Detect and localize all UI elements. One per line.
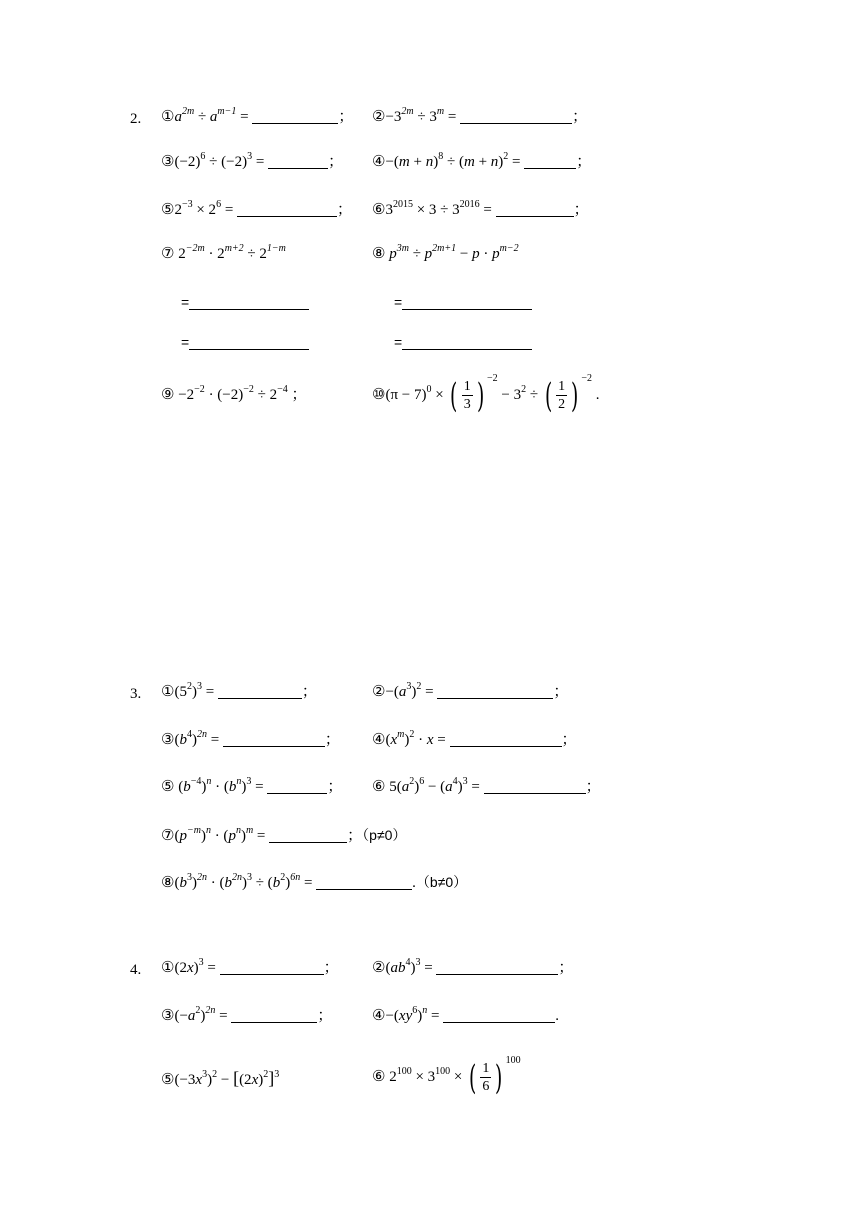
q3-item-7-condition: （p≠0） bbox=[362, 827, 407, 843]
q2-item-1: $①a^{2m} \div a^{m-1}$ = ； bbox=[161, 106, 354, 125]
q2-item-8-step-1: = bbox=[394, 292, 532, 312]
q3-number: 3. bbox=[130, 686, 142, 702]
q4-item-6: ⑥ $2^{100} \times 3^{100}$ × ( $\frac{1}{6}$ ) $^{100}$ bbox=[372, 1055, 521, 1098]
q3-item-4: $④(x^m)^2 \cdot x$ = ； bbox=[372, 729, 577, 748]
q3-item-8: $⑧(b^3)^{2n} \cdot (b^{2n})^3 \div (b^2)^{6n} = .(b\ne 0)$ bbox=[161, 872, 468, 891]
answer-blank[interactable] bbox=[450, 731, 562, 747]
q4-number: 4. bbox=[130, 962, 142, 978]
answer-blank[interactable] bbox=[443, 1007, 555, 1023]
q3-item-6: ⑥ $5(a^2)^6 - (a^4)^3$ = ； bbox=[372, 776, 601, 795]
q2-item-3: $③(-2)^6 \div (-2)^3$ = ； bbox=[161, 151, 344, 170]
q4-item-1: $①(2x)^3$ = ； bbox=[161, 957, 339, 976]
answer-blank[interactable] bbox=[231, 1007, 317, 1023]
q2-item-8: ⑧ $p^{3m} \div p^{2m+1} - p \cdot p^{m-2}$ bbox=[372, 243, 519, 262]
q4-item-4: $④-(xy^6)^n$ = . bbox=[372, 1005, 559, 1024]
q4-item-5: $⑤(-3x^3)^2 - [(2x)^2]^3$ bbox=[161, 1068, 280, 1088]
answer-blank[interactable] bbox=[267, 778, 327, 794]
answer-blank[interactable] bbox=[402, 334, 532, 350]
answer-blank[interactable] bbox=[252, 108, 338, 124]
q3-item-3: $③(b^4)^{2n}$ = ； bbox=[161, 729, 340, 748]
q2-item-9: ⑨ $-2^{-2} \cdot (-2)^{-2} \div 2^{-4}$ ； bbox=[161, 384, 307, 403]
q3-item-5: ⑤ $(b^{-4})^n \cdot (b^n)^3$ = ； bbox=[161, 776, 343, 795]
answer-blank[interactable] bbox=[460, 108, 572, 124]
answer-blank[interactable] bbox=[268, 153, 328, 169]
answer-blank[interactable] bbox=[223, 731, 325, 747]
answer-blank[interactable] bbox=[437, 683, 553, 699]
answer-blank[interactable] bbox=[524, 153, 576, 169]
q2-item-7: ⑦ $2^{-2m} \cdot 2^{m+2} \div 2^{1-m}$ bbox=[161, 243, 286, 262]
answer-blank[interactable] bbox=[237, 201, 337, 217]
q3-item-1: $①(5^2)^3$ = ； bbox=[161, 681, 317, 700]
q3-item-8-condition: （b≠0） bbox=[415, 874, 468, 890]
q2-item-5: $⑤2^{-3} \times 2^6$ = ； bbox=[161, 199, 353, 218]
q2-item-8-step-2: = bbox=[394, 332, 532, 352]
answer-blank[interactable] bbox=[220, 959, 324, 975]
answer-blank[interactable] bbox=[496, 201, 574, 217]
q2-item-10: ⑩(π − 7)$^0$ × ( $\frac{1}{3}$ ) $^{-2} - 3^2$ ÷ ( $\frac{1}{2}$ ) $^{-2}$ . bbox=[372, 373, 600, 416]
answer-blank[interactable] bbox=[269, 827, 347, 843]
answer-blank[interactable] bbox=[484, 778, 586, 794]
q2-item-2: $②-3^{2m} \div 3^m$ = ； bbox=[372, 106, 588, 125]
answer-blank[interactable] bbox=[402, 294, 532, 310]
q2-item-7-step-2: = bbox=[181, 332, 309, 352]
answer-blank[interactable] bbox=[189, 334, 309, 350]
q4-item-3: $③(-a^2)^{2n}$ = ； bbox=[161, 1005, 333, 1024]
q2-item-4: ④−(m + $n)^8 \div (m + n)^2$ = ； bbox=[372, 151, 592, 170]
q2-number: 2. bbox=[130, 111, 142, 127]
answer-blank[interactable] bbox=[218, 683, 302, 699]
answer-blank[interactable] bbox=[189, 294, 309, 310]
q3-item-2: $②-(a^3)^2$ = ； bbox=[372, 681, 569, 700]
answer-blank[interactable] bbox=[436, 959, 558, 975]
q2-item-7-step-1: = bbox=[181, 292, 309, 312]
q3-item-7: $⑦(p^{-m})^n \cdot (p^n)^m$ = ；（p≠0） bbox=[161, 825, 407, 844]
answer-blank[interactable] bbox=[316, 874, 412, 890]
q2-item-6: $⑥3^{2015} \times 3 \div 3^{2016}$ = ； bbox=[372, 199, 589, 218]
q4-item-2: $②(ab^4)^3$ = ； bbox=[372, 957, 574, 976]
